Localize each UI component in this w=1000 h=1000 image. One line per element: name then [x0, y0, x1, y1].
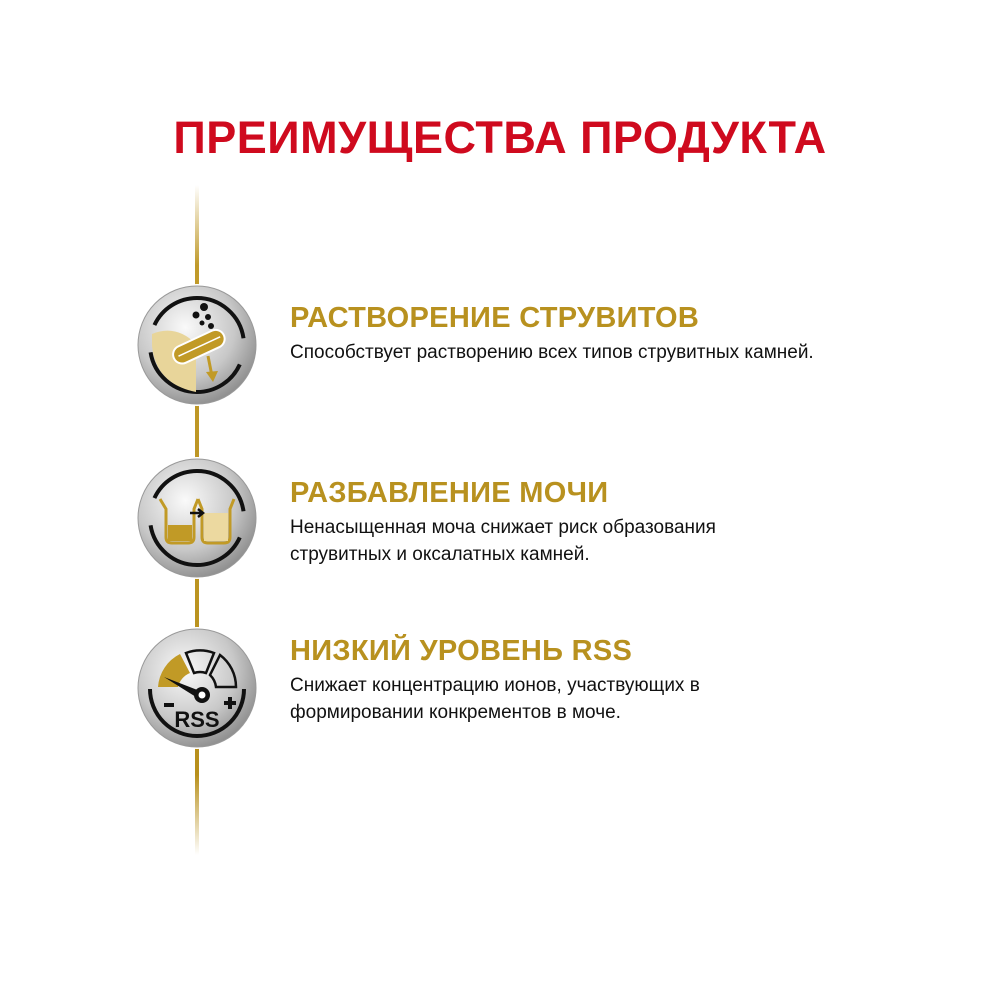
benefit-heading: НИЗКИЙ УРОВЕНЬ RSS	[290, 635, 633, 667]
benefit-text: Снижает концентрацию ионов, участвующих в формировании конкрементов в моче.	[290, 675, 700, 723]
svg-text:RSS: RSS	[174, 707, 220, 732]
benefit-rss	[290, 635, 770, 726]
page-title: ПРЕИМУЩЕСТВА ПРОДУКТА	[173, 112, 827, 163]
urine-dilution-icon	[136, 457, 258, 579]
benefit-heading: РАЗБАВЛЕНИЕ МОЧИ	[290, 477, 609, 509]
benefit-heading: РАСТВОРЕНИЕ СТРУВИТОВ	[290, 302, 700, 334]
benefit-struvite	[290, 302, 830, 366]
rss-gauge-icon	[136, 627, 258, 749]
struvite-dissolution-icon	[136, 284, 258, 406]
benefit-text: Способствует растворению всех типов струвитных камней.	[290, 342, 814, 363]
benefit-text: Ненасыщенная моча снижает риск образования струвитных и оксалатных камней.	[290, 517, 716, 565]
benefit-dilution	[290, 477, 810, 568]
